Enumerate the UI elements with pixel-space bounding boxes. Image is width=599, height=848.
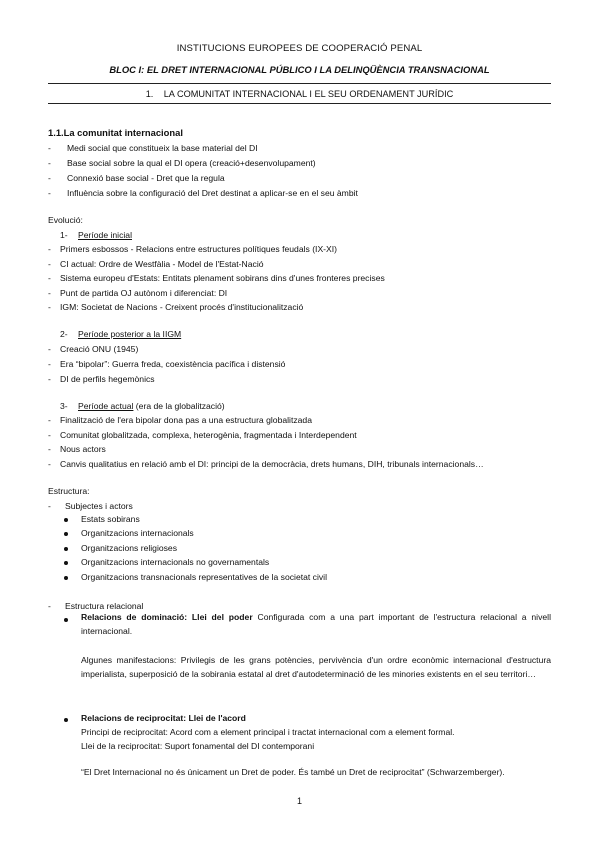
subjectes-label: Subjectes i actors	[65, 501, 133, 511]
list-item: CI actual: Ordre de Westfàlia - Model de l'Estat-Nació	[60, 259, 264, 269]
list-item: Organitzacions transnacionals representatives de la societat civil	[81, 572, 328, 582]
list-item: Organitzacions religioses	[81, 543, 178, 553]
list-item: Organitzacions internacionals	[81, 528, 194, 538]
list-item: Creació ONU (1945)	[60, 344, 139, 354]
list-item: Connexió base social - Dret que la regula	[67, 173, 225, 183]
institution-title: INSTITUCIONS EUROPEES DE COOPERACIÓ PENAL	[176, 43, 423, 54]
list-dash: -	[48, 444, 51, 454]
page-number: 1	[296, 796, 302, 806]
list-dash: -	[48, 359, 51, 369]
list-item: Organitzacions internacionals no governamentals	[81, 557, 270, 567]
list-item: Comunitat globalitzada, complexa, heterogènia, fragmentada i Interdependent	[60, 430, 357, 440]
list-dash: -	[48, 601, 51, 611]
list-dash: -	[48, 374, 51, 384]
list-item: Sistema europeu d'Estats: Entitats plenament sobirans dins d'unes fronteres precises	[60, 273, 385, 283]
bullet-dot	[64, 618, 68, 622]
list-item: Base social sobre la qual el DI opera (creació+desenvolupament)	[67, 158, 316, 168]
list-dash: -	[48, 244, 51, 254]
list-item: Nous actors	[60, 444, 106, 454]
period-number: 1-	[60, 230, 68, 240]
list-dash: -	[48, 273, 51, 283]
period-suffix: (era de la globalització)	[133, 401, 225, 411]
estructura-heading: Estructura:	[48, 486, 90, 496]
list-dash: -	[48, 288, 51, 298]
period-number: 2-	[60, 329, 68, 339]
bullet-dot	[64, 547, 68, 551]
period-number: 3-	[60, 401, 68, 411]
reciprocitat-title: Relacions de reciprocitat: Llei de l'acord	[81, 713, 246, 723]
period-title: Període inicial	[78, 230, 132, 240]
list-dash: -	[48, 188, 51, 198]
list-item: DI de perfils hegemònics	[60, 374, 155, 384]
period-title: Període actual	[78, 401, 134, 411]
reciprocitat-line: Principi de reciprocitat: Acord com a element principal i tractat internacional com a element formal.	[81, 727, 455, 737]
chapter-bottom-rule	[48, 103, 551, 104]
period-title: Període posterior a la IIGM	[78, 329, 182, 339]
bullet-dot	[64, 532, 68, 536]
list-item: Influència sobre la configuració del Dret destinat a aplicar-se en el seu àmbit	[67, 188, 358, 198]
reciprocitat-quote: “El Dret Internacional no és únicament un Dret de poder. És també un Dret de reciprocitat” (Schwarzemberger).	[81, 767, 505, 777]
relacional-label: Estructura relacional	[65, 601, 144, 611]
list-dash: -	[48, 302, 51, 312]
list-item: Era “bipolar”: Guerra freda, coexistència pacífica i distensió	[60, 359, 286, 369]
list-dash: -	[48, 259, 51, 269]
manifestacions-paragraph: Algunes manifestacions: Privilegis de les grans potències, pervivència d'un ordre econòmic internacional d'estructura imperialista, superposició de la sobirania estatal al dret d'autodeterminació de les minories existents en el seu territori…	[81, 655, 551, 679]
bullet-dot	[64, 561, 68, 565]
period-heading	[78, 401, 225, 412]
chapter-title: LA COMUNITAT INTERNACIONAL I EL SEU ORDENAMENT JURÍDIC	[163, 89, 454, 99]
chapter-number: 1.	[145, 89, 154, 99]
list-item: Finalització de l'era bipolar dona pas a una estructura globalitzada	[60, 415, 312, 425]
list-dash: -	[48, 501, 51, 511]
list-item: Punt de partida OJ autònom i diferenciat: DI	[60, 288, 228, 298]
list-dash: -	[48, 173, 51, 183]
chapter-top-rule	[48, 83, 551, 84]
bullet-dot	[64, 718, 68, 722]
list-dash: -	[48, 430, 51, 440]
dominacio-text: Configurada com a una part important de l'estructura relacional a nivell internacional.	[81, 612, 551, 636]
list-item: Estats sobirans	[81, 514, 140, 524]
list-item: Medi social que constitueix la base material del DI	[67, 143, 258, 153]
evolucio-heading: Evolució:	[48, 215, 83, 225]
list-dash: -	[48, 158, 51, 168]
list-dash: -	[48, 415, 51, 425]
chapter-heading	[0, 89, 599, 99]
bullet-dot	[64, 576, 68, 580]
list-item: Primers esbossos - Relacions entre estructures polítiques feudals (IX-XI)	[60, 244, 338, 254]
list-dash: -	[48, 344, 51, 354]
section-title: 1.1.La comunitat internacional	[48, 127, 183, 138]
bloc-title: BLOC I: EL DRET INTERNACIONAL PÚBLICO I LA DELINQÜÈNCIA TRANSNACIONAL	[109, 64, 490, 75]
reciprocitat-line: Llei de la reciprocitat: Suport fonamental del DI contemporani	[81, 741, 315, 751]
list-item: IGM: Societat de Nacions - Creixent procés d'institucionalització	[60, 302, 304, 312]
list-item: Canvis qualitatius en relació amb el DI: principi de la democràcia, drets humans, DIH, tribunals internacionals…	[60, 459, 484, 469]
dominacio-title: Relacions de dominació: Llei del poder	[81, 612, 253, 622]
list-dash: -	[48, 143, 51, 153]
list-dash: -	[48, 459, 51, 469]
bullet-dot	[64, 518, 68, 522]
dominacio-paragraph	[81, 611, 551, 638]
